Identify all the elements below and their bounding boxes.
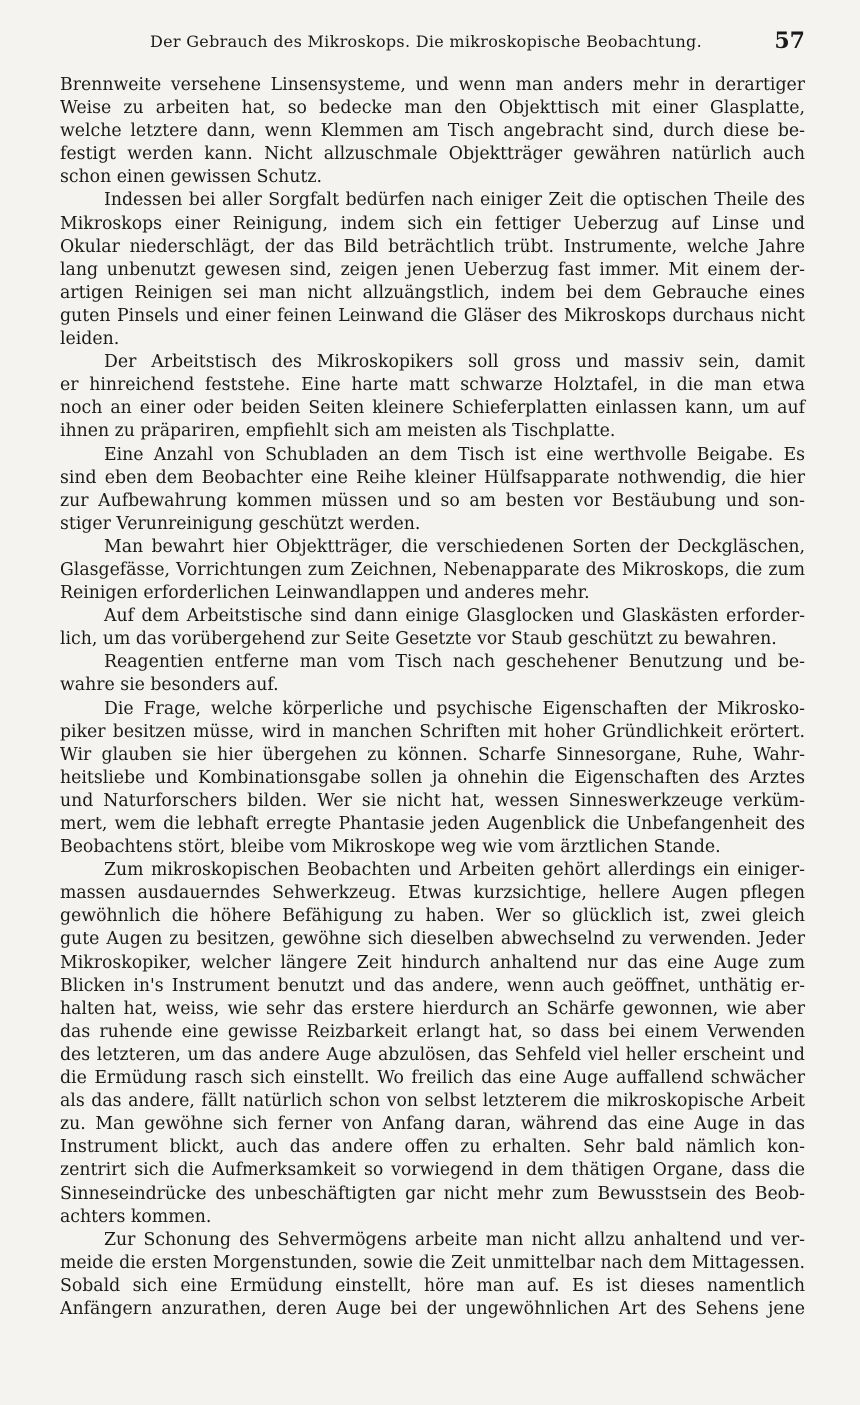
text-line: Reinigen erforderlichen Leinwandlappen und anderes mehr. (60, 583, 590, 604)
text-line: Blicken in's Instrument benutzt und das andere, wenn auch geöffnet, unthätig er- (60, 975, 805, 996)
text-line: guten Pinsels und einer feinen Leinwand die Gläser des Mikroskops durchaus nicht (60, 305, 805, 326)
text-line: Weise zu arbeiten hat, so bedecke man den Objekttisch mit einer Glasplatte, (60, 98, 805, 119)
text-line: Glasgefässe, Vorrichtungen zum Zeichnen, Nebenapparate des Mikroskops, die zum (60, 559, 805, 580)
text-line: Sobald sich eine Ermüdung einstellt, höre man auf. Es ist dieses namentlich (60, 1275, 805, 1296)
text-line: halten hat, weiss, wie sehr das erstere hierdurch an Schärfe gewonnen, wie aber (60, 998, 805, 1019)
text-line: Sinneseindrücke des unbeschäftigten gar nicht mehr zum Bewusstsein des Beob- (60, 1183, 805, 1204)
text-line: als das andere, fällt natürlich schon von selbst letzterem die mikroskopische Arbeit (60, 1091, 805, 1112)
text-line: mert, wem die lebhaft erregte Phantasie jeden Augenblick die Unbefangenheit des (60, 814, 805, 834)
text-line: zu. Man gewöhne sich ferner von Anfang daran, während das eine Auge in das (60, 1114, 805, 1135)
text-line: Okular niederschlägt, der das Bild beträchtlich trübt. Instrumente, welche Jahre (60, 236, 805, 257)
text-line: piker besitzen müsse, wird in manchen Schriften mit hoher Gründlichkeit erörtert. (60, 721, 805, 742)
text-line: gewöhnlich die höhere Befähigung zu haben. Wer so glücklich ist, zwei gleich (60, 906, 805, 927)
text-line: Zur Schonung des Sehvermögens arbeite man nicht allzu anhaltend und ver- (104, 1229, 805, 1250)
text-line: ihnen zu präpariren, empfiehlt sich am meisten als Tischplatte. (60, 421, 616, 442)
text-line: Indessen bei aller Sorgfalt bedürfen nach einiger Zeit die optischen Theile des (104, 190, 805, 211)
text-line: Die Frage, welche körperliche und psychische Eigenschaften der Mikrosko- (104, 698, 805, 719)
text-line: zur Aufbewahrung kommen müssen und so am besten vor Bestäubung und son- (60, 490, 805, 511)
text-line: artigen Reinigen sei man nicht allzuängstlich, indem bei dem Gebrauche eines (60, 282, 805, 303)
text-line: Reagentien entferne man vom Tisch nach geschehener Benutzung und be- (104, 652, 805, 673)
text-line: Brennweite versehene Linsensysteme, und wenn man anders mehr in derartiger (60, 75, 805, 95)
text-line: welche letztere dann, wenn Klemmen am Tisch angebracht sind, durch diese be- (60, 121, 805, 142)
text-line: schon einen gewissen Schutz. (60, 167, 322, 188)
text-line: sind eben dem Beobachter eine Reihe kleiner Hülfsapparate nothwendig, die hier (60, 467, 805, 488)
text-line: er hinreichend feststehe. Eine harte matt schwarze Holztafel, in die man etwa (60, 375, 805, 396)
page-number: 57 (774, 28, 805, 54)
text-line: noch an einer oder beiden Seiten kleinere Schieferplatten einlassen kann, um auf (60, 398, 805, 419)
text-line: Wir glauben sie hier übergehen zu können. Scharfe Sinnesorgane, Ruhe, Wahr- (60, 744, 805, 765)
text-line: Zum mikroskopischen Beobachten und Arbeiten gehört allerdings ein einiger- (104, 860, 805, 881)
text-line: Auf dem Arbeitstische sind dann einige Glasglocken und Glaskästen erforder- (104, 606, 805, 627)
text-line: und Naturforschers bilden. Wer sie nicht hat, wessen Sinneswerkzeuge verküm- (60, 790, 805, 811)
text-line: massen ausdauerndes Sehwerkzeug. Etwas kurzsichtige, hellere Augen pflegen (60, 883, 805, 904)
text-line: Eine Anzahl von Schubladen an dem Tisch ist eine werthvolle Beigabe. Es (104, 444, 805, 465)
text-line: heitsliebe und Kombinationsgabe sollen ja ohnehin die Eigenschaften des Arztes (60, 767, 805, 788)
text-line: Mikroskops einer Reinigung, indem sich ein fettiger Ueberzug auf Linse und (60, 213, 805, 234)
text-line: leiden. (60, 329, 120, 350)
page-header (60, 28, 805, 58)
text-line: Instrument blickt, auch das andere offen zu erhalten. Sehr bald nämlich kon- (60, 1137, 805, 1158)
text-line: achters kommen. (60, 1206, 212, 1227)
text-line: meide die ersten Morgenstunden, sowie die Zeit unmittelbar nach dem Mittagessen. (60, 1252, 805, 1273)
text-line: Mikroskopiker, welcher längere Zeit hindurch anhaltend nur das eine Auge zum (60, 952, 805, 973)
text-line: Beobachtens stört, bleibe vom Mikroskope weg wie vom ärztlichen Stande. (60, 837, 721, 858)
text-line: Der Arbeitstisch des Mikroskopikers soll gross und massiv sein, damit (104, 352, 805, 373)
text-line: wahre sie besonders auf. (60, 675, 279, 696)
text-line: lang unbenutzt gewesen sind, zeigen jenen Ueberzug fast immer. Mit einem der- (60, 259, 805, 280)
text-line: Man bewahrt hier Objektträger, die verschiedenen Sorten der Deckgläschen, (104, 536, 805, 557)
text-line: festigt werden kann. Nicht allzuschmale Objektträger gewähren natürlich auch (60, 144, 805, 165)
text-line: zentrirt sich die Aufmerksamkeit so vorwiegend in dem thätigen Organe, dass die (60, 1160, 805, 1181)
text-line: lich, um das vorübergehend zur Seite Gesetzte vor Staub geschützt zu bewahren. (60, 629, 777, 650)
text-line: das ruhende eine gewisse Reizbarkeit erlangt hat, so dass bei einem Verwenden (60, 1021, 805, 1042)
text-line: stiger Verunreinigung geschützt werden. (60, 513, 421, 534)
text-line: die Ermüdung rasch sich einstellt. Wo freilich das eine Auge auffallend schwächer (60, 1068, 805, 1089)
running-head: Der Gebrauch des Mikroskops. Die mikroskopische Beobachtung. (150, 32, 702, 51)
text-line: gute Augen zu besitzen, gewöhne sich dieselben abwechselnd zu verwenden. Jeder (60, 929, 805, 950)
text-line: des letzteren, um das andere Auge abzulösen, das Sehfeld viel heller erscheint und (60, 1044, 805, 1065)
text-line: Anfängern anzurathen, deren Auge bei der ungewöhnlichen Art des Sehens jene (60, 1298, 805, 1319)
body-text (60, 74, 805, 1321)
